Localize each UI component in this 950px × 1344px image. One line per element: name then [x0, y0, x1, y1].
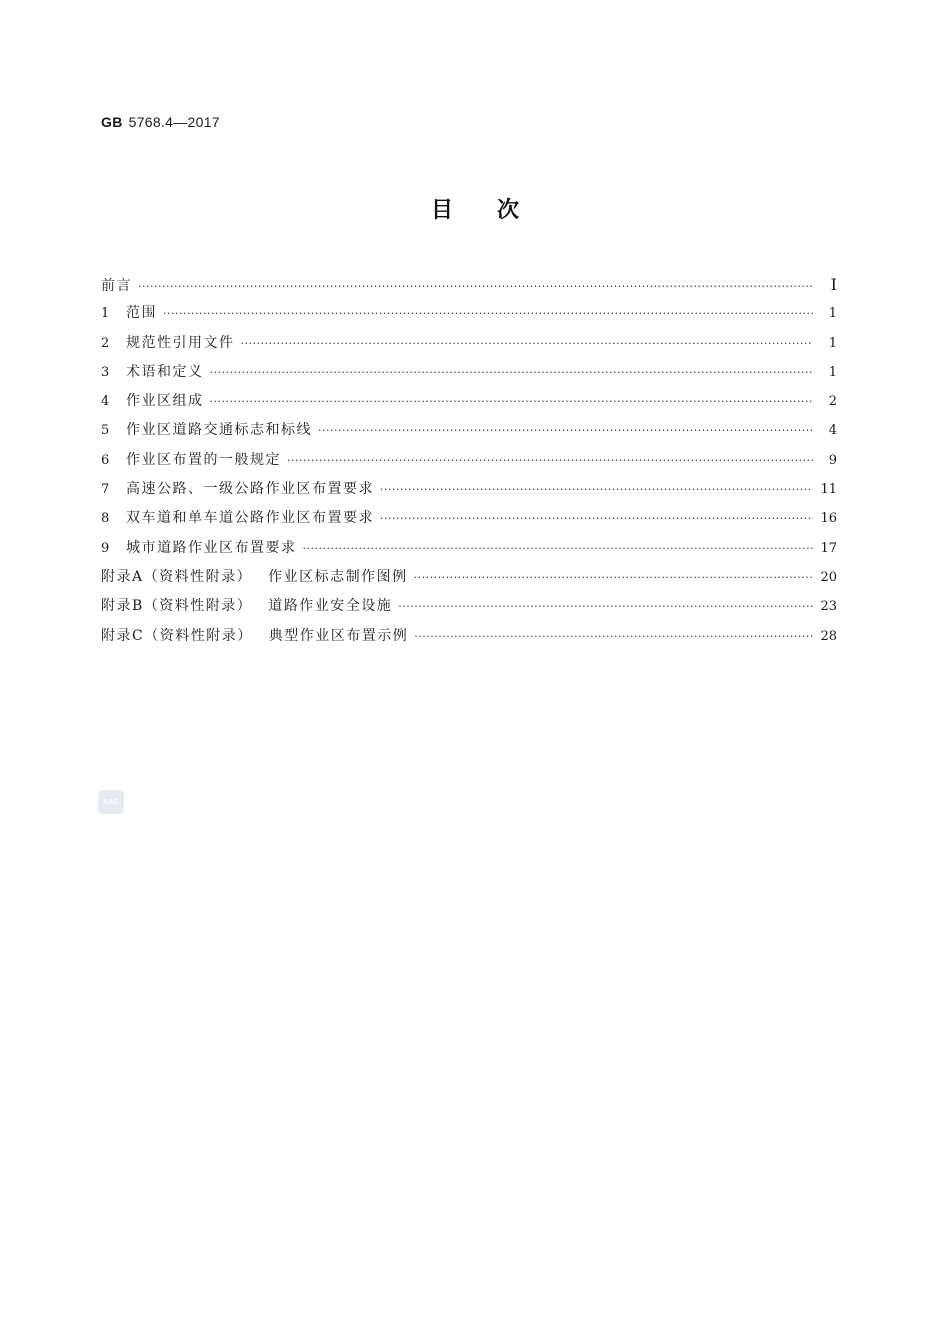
toc-entry-label: 城市道路作业区布置要求: [126, 539, 297, 556]
toc-leader-dots: [318, 416, 813, 445]
toc-entry-2[interactable]: [101, 329, 837, 358]
toc-entry-9[interactable]: [101, 534, 837, 563]
toc-entry-4[interactable]: [101, 387, 837, 416]
toc-entry-number: 1: [101, 306, 110, 322]
toc-page-number: 1: [828, 364, 837, 380]
standard-number: 5768.4—2017: [128, 114, 220, 130]
toc-entry-1[interactable]: [101, 299, 837, 328]
toc-leader-dots: [414, 563, 813, 592]
toc-entry-6[interactable]: [101, 446, 837, 475]
toc-entry-label: 高速公路、一级公路作业区布置要求: [126, 481, 374, 498]
toc-leader-dots: [287, 446, 813, 475]
toc-entry-number: 4: [101, 394, 110, 410]
toc-entry-3[interactable]: [101, 358, 837, 387]
toc-entry-label: 道路作业安全设施: [268, 598, 393, 615]
toc-entry-8[interactable]: [101, 504, 837, 533]
toc-entry-number: 5: [101, 423, 110, 439]
toc-entry-5[interactable]: [101, 416, 837, 445]
toc-entry-number: 7: [101, 482, 110, 498]
toc-leader-dots: [163, 299, 813, 328]
toc-entry-label: 作业区标志制作图例: [268, 568, 408, 585]
toc-entry-annex-c[interactable]: [101, 622, 837, 651]
toc-page-number: 23: [820, 599, 837, 615]
toc-entry-label: 范围: [126, 305, 157, 322]
watermark-text: SAC: [103, 798, 119, 806]
toc-entry-7[interactable]: [101, 475, 837, 504]
table-of-contents: [101, 270, 837, 651]
toc-entry-label: 术语和定义: [126, 363, 204, 380]
toc-title: 目次: [430, 198, 563, 223]
standard-prefix: GB: [101, 114, 123, 130]
toc-page-number: 2: [828, 394, 837, 410]
toc-entry-label: 双车道和单车道公路作业区布置要求: [126, 510, 374, 527]
toc-page-number: Ⅰ: [830, 275, 837, 294]
toc-entry-label: 作业区道路交通标志和标线: [126, 422, 312, 439]
toc-page-number: 1: [828, 306, 837, 322]
toc-leader-dots: [398, 592, 813, 621]
toc-page-number: 28: [820, 628, 837, 644]
toc-page-number: 9: [828, 452, 837, 468]
toc-entry-number: 3: [101, 364, 110, 380]
toc-leader-dots: [241, 329, 814, 358]
toc-leader-dots: [380, 504, 813, 533]
toc-entry-number: 9: [101, 540, 110, 556]
sac-watermark-logo: [98, 790, 124, 814]
toc-entry-number: 6: [101, 452, 110, 468]
toc-page-number: 16: [820, 511, 837, 527]
toc-leader-dots: [210, 387, 814, 416]
standard-header: [101, 114, 220, 130]
toc-entry-annex-b[interactable]: [101, 592, 837, 621]
toc-entry-number: 8: [101, 511, 110, 527]
toc-entry-label: 作业区布置的一般规定: [126, 451, 281, 468]
toc-entry-label: 规范性引用文件: [126, 334, 235, 351]
toc-annex-prefix: 附录A（资料性附录）: [101, 568, 253, 585]
toc-entry-label: 典型作业区布置示例: [268, 627, 409, 644]
toc-entry-foreword[interactable]: [101, 270, 837, 299]
toc-entry-label: 作业区组成: [126, 393, 204, 410]
toc-leader-dots: [303, 534, 814, 563]
toc-entry-label: 前言: [101, 278, 132, 294]
toc-annex-prefix: 附录B（资料性附录）: [101, 598, 253, 615]
toc-entry-number: 2: [101, 335, 110, 351]
toc-page-number: 1: [828, 335, 837, 351]
toc-leader-dots: [380, 475, 813, 504]
toc-leader-dots: [138, 272, 813, 301]
toc-page-number: 4: [828, 423, 837, 439]
toc-leader-dots: [414, 622, 813, 651]
toc-page-number: 20: [820, 569, 837, 585]
toc-leader-dots: [210, 358, 814, 387]
toc-page-number: 17: [820, 540, 837, 556]
toc-annex-prefix: 附录C（资料性附录）: [101, 627, 253, 644]
toc-page-number: 11: [820, 482, 837, 498]
toc-entry-annex-a[interactable]: [101, 563, 837, 592]
